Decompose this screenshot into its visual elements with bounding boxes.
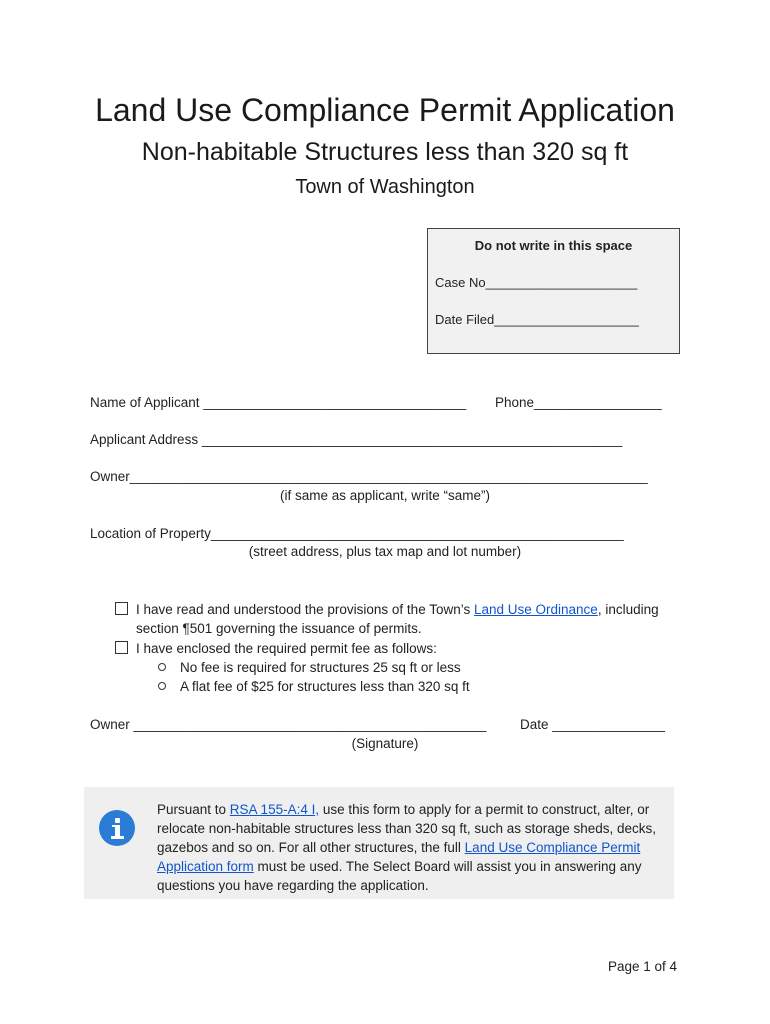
ack-fee-text: I have enclosed the required permit fee as follows: xyxy=(136,641,437,656)
applicant-address-field[interactable]: Applicant Address ________________________________________________________ xyxy=(90,432,623,447)
page-subtitle: Non-habitable Structures less than 320 sq ft xyxy=(141,138,629,166)
owner-signature-field[interactable]: Owner _______________________________________________ xyxy=(90,717,487,732)
town-name: Town of Washington xyxy=(295,176,475,198)
location-field[interactable]: Location of Property_______________________________________________________ xyxy=(90,526,624,541)
ack-read-text: I have read and understood the provisions of the Town’s xyxy=(136,602,474,617)
ack-read-checkbox[interactable] xyxy=(115,602,128,615)
circle-bullet-icon xyxy=(158,682,166,690)
info-text: Pursuant to RSA 155-A:4 I, use this form to apply for a permit to construct, alter, or relocate non-habitable structures less than 320 sq ft, such as storage sheds, decks, gazebos and so on. For all other structures, the full Land Use Compliance Permit Application form must be used. The Select Board will assist you in answering any questions you have regarding the application. xyxy=(157,802,657,893)
page-title: Land Use Compliance Permit Application xyxy=(95,92,675,128)
location-note: (street address, plus tax map and lot number) xyxy=(248,544,522,559)
full-application-form-link[interactable]: Land Use Compliance Permit Application form xyxy=(157,840,641,874)
office-use-heading: Do not write in this space xyxy=(474,238,633,253)
ack-fee-checkbox[interactable] xyxy=(115,641,128,654)
applicant-name-field[interactable]: Name of Applicant ___________________________________ xyxy=(90,395,467,410)
ack-read-continuation: section ¶501 governing the issuance of permits. xyxy=(136,621,422,636)
page-number: Page 1 of 4 xyxy=(608,959,678,974)
rsa-link[interactable]: RSA 155-A:4 I, xyxy=(229,802,320,817)
office-use-box xyxy=(427,228,680,354)
circle-bullet-icon xyxy=(158,663,166,671)
fee-option-item xyxy=(158,660,461,675)
land-use-ordinance-link[interactable]: Land Use Ordinance xyxy=(473,602,598,617)
case-no-field: Case No_____________________ xyxy=(435,275,638,290)
owner-field[interactable]: Owner_____________________________________________________________________ xyxy=(90,469,648,484)
date-filed-field: Date Filed____________________ xyxy=(435,312,639,327)
ack-read-row xyxy=(115,602,659,617)
owner-note: (if same as applicant, write “same”) xyxy=(279,488,491,503)
info-icon xyxy=(99,810,135,846)
fee-option-text: A flat fee of $25 for structures less than 320 sq ft xyxy=(180,679,470,694)
signature-caption: (Signature) xyxy=(351,736,419,751)
fee-option-item xyxy=(158,679,470,694)
info-callout xyxy=(84,787,674,899)
ack-read-suffix: , including xyxy=(597,602,659,617)
fee-option-text: No fee is required for structures 25 sq ft or less xyxy=(180,660,461,675)
ack-fee-row xyxy=(115,641,437,656)
phone-field[interactable]: Phone_________________ xyxy=(495,395,662,410)
signature-date-field[interactable]: Date _______________ xyxy=(520,717,665,732)
